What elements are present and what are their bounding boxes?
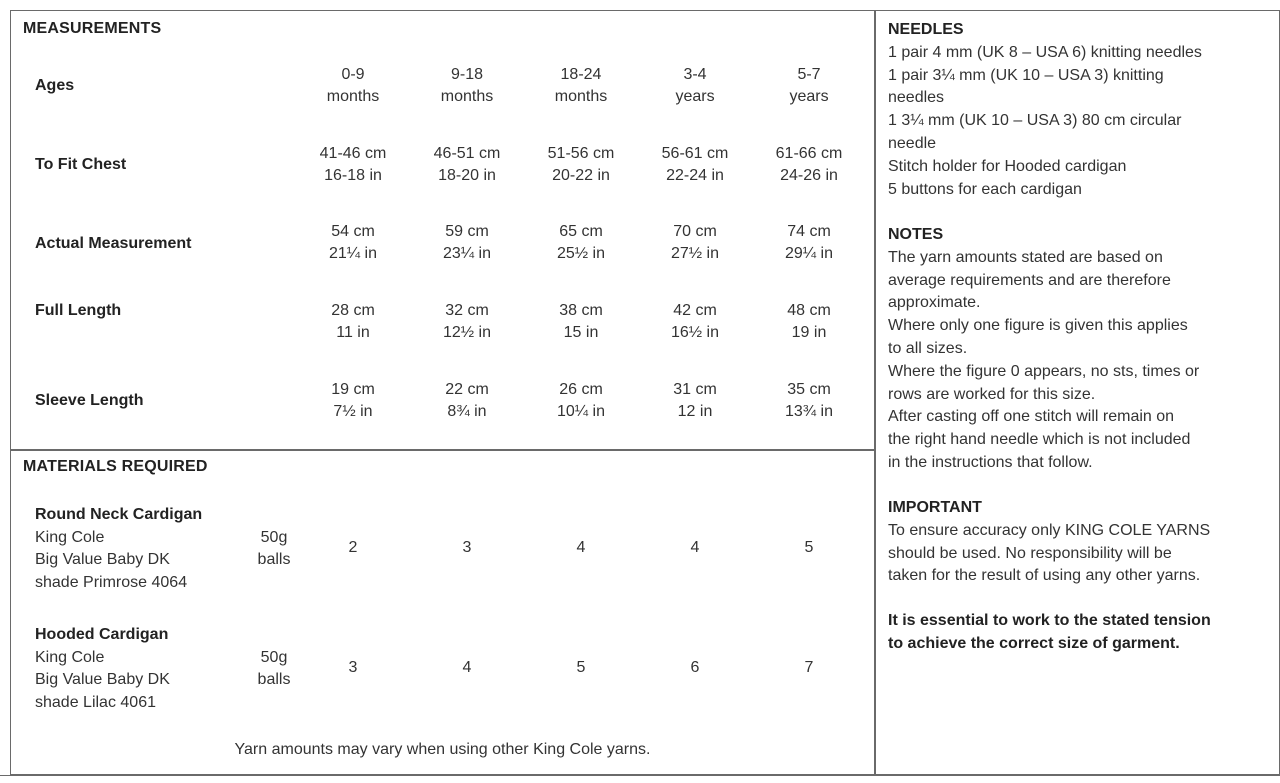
important-line: taken for the result of using any other yarns. — [888, 567, 1201, 585]
needles-line: 1 3¼ mm (UK 10 – USA 3) 80 cm circular — [888, 112, 1182, 130]
important-section — [888, 497, 1278, 588]
material-quantity: 3 — [348, 659, 358, 676]
measurement-cell: 59 cm 23¼ in — [442, 223, 492, 262]
material-quantity: 5 — [804, 539, 814, 556]
material-quantity: 2 — [348, 539, 358, 556]
measurements-heading: MEASUREMENTS — [23, 20, 162, 37]
material-shade: shade Primrose 4064 — [35, 573, 188, 591]
needles-heading: NEEDLES — [888, 21, 964, 38]
material-quantity: 7 — [804, 659, 814, 676]
measurement-cell: 74 cm 29¼ in — [784, 223, 834, 262]
notes-line: The yarn amounts stated are based on — [888, 248, 1163, 266]
needles-line: 1 pair 3¼ mm (UK 10 – USA 3) knitting — [888, 66, 1164, 84]
measurement-cell: 42 cm 16½ in — [670, 302, 720, 341]
material-brand: King Cole — [35, 528, 105, 546]
material-quantity: 3 — [462, 539, 472, 556]
measurement-cell: 31 cm 12 in — [673, 381, 717, 420]
material-quantity: 4 — [690, 539, 700, 556]
notes-line: to all sizes. — [888, 339, 968, 357]
measurement-cell: 22 cm 8¾ in — [445, 381, 489, 420]
measurement-cell: 32 cm 12½ in — [442, 302, 492, 341]
needles-line: needles — [888, 89, 945, 107]
material-shade: shade Lilac 4061 — [35, 693, 156, 711]
size-header: 5-7 years — [789, 66, 829, 105]
notes-line: average requirements and are therefore — [888, 271, 1171, 289]
measurement-cell: 35 cm 13¾ in — [784, 381, 834, 420]
row-label-ages: Ages — [35, 77, 75, 94]
needles-line: 5 buttons for each cardigan — [888, 180, 1082, 198]
measurement-cell: 54 cm 21¼ in — [328, 223, 378, 262]
measurement-cell: 19 cm 7½ in — [331, 381, 375, 420]
notes-line: After casting off one stitch will remain on — [888, 408, 1175, 426]
material-quantity: 5 — [576, 659, 586, 676]
material-yarn: Big Value Baby DK — [35, 671, 170, 688]
tension-line: to achieve the correct size of garment. — [888, 634, 1180, 652]
measurement-cell: 51-56 cm 20-22 in — [547, 145, 615, 184]
size-header: 18-24 months — [554, 66, 608, 105]
important-line: should be used. No responsibility will be — [888, 544, 1172, 562]
material-name: Round Neck Cardigan — [35, 506, 203, 523]
section-divider — [10, 449, 875, 451]
material-hooded — [35, 624, 170, 714]
yarn-footnote: Yarn amounts may vary when using other King Cole yarns. — [234, 741, 651, 758]
measurement-cell: 38 cm 15 in — [559, 302, 603, 341]
row-label-full-length: Full Length — [35, 302, 122, 319]
important-line: To ensure accuracy only KING COLE YARNS — [888, 521, 1211, 539]
tension-note — [888, 610, 1278, 656]
measurement-cell: 41-46 cm 16-18 in — [319, 145, 387, 184]
row-label-sleeve-length: Sleeve Length — [35, 392, 144, 409]
notes-heading: NOTES — [888, 226, 944, 243]
material-round-neck — [35, 504, 202, 594]
material-unit: 50g balls — [257, 529, 291, 568]
needles-line: 1 pair 4 mm (UK 8 – USA 6) knitting needles — [888, 43, 1202, 61]
notes-line: Where only one figure is given this applies — [888, 317, 1188, 335]
notes-line: Where the figure 0 appears, no sts, times or — [888, 362, 1200, 380]
notes-line: the right hand needle which is not included — [888, 431, 1191, 449]
size-header: 3-4 years — [675, 66, 715, 105]
notes-line: rows are worked for this size. — [888, 385, 1096, 403]
tension-line: It is essential to work to the stated tension — [888, 612, 1211, 629]
notes-line: approximate. — [888, 294, 981, 312]
measurement-cell: 61-66 cm 24-26 in — [775, 145, 843, 184]
measurement-cell: 48 cm 19 in — [787, 302, 831, 341]
notes-section — [888, 224, 1278, 475]
important-heading: IMPORTANT — [888, 499, 982, 516]
column-divider — [874, 10, 876, 775]
measurement-cell: 28 cm 11 in — [331, 302, 375, 341]
needles-line: Stitch holder for Hooded cardigan — [888, 157, 1127, 175]
needles-line: needle — [888, 134, 937, 152]
needles-section — [888, 19, 1278, 201]
material-name: Hooded Cardigan — [35, 626, 169, 643]
material-unit: 50g balls — [257, 649, 291, 688]
size-header: 0-9 months — [326, 66, 380, 105]
material-brand: King Cole — [35, 648, 105, 666]
material-yarn: Big Value Baby DK — [35, 551, 170, 568]
materials-heading: MATERIALS REQUIRED — [23, 458, 208, 475]
measurement-cell: 56-61 cm 22-24 in — [661, 145, 729, 184]
measurement-cell: 65 cm 25½ in — [556, 223, 606, 262]
row-label-chest: To Fit Chest — [35, 156, 127, 173]
measurement-cell: 46-51 cm 18-20 in — [433, 145, 501, 184]
bottom-rule — [0, 775, 1280, 776]
material-quantity: 4 — [462, 659, 472, 676]
material-quantity: 6 — [690, 659, 700, 676]
measurement-cell: 70 cm 27½ in — [670, 223, 720, 262]
row-label-actual: Actual Measurement — [35, 235, 192, 252]
measurement-cell: 26 cm 10¼ in — [556, 381, 606, 420]
notes-line: in the instructions that follow. — [888, 453, 1093, 471]
material-quantity: 4 — [576, 539, 586, 556]
size-header: 9-18 months — [440, 66, 494, 105]
